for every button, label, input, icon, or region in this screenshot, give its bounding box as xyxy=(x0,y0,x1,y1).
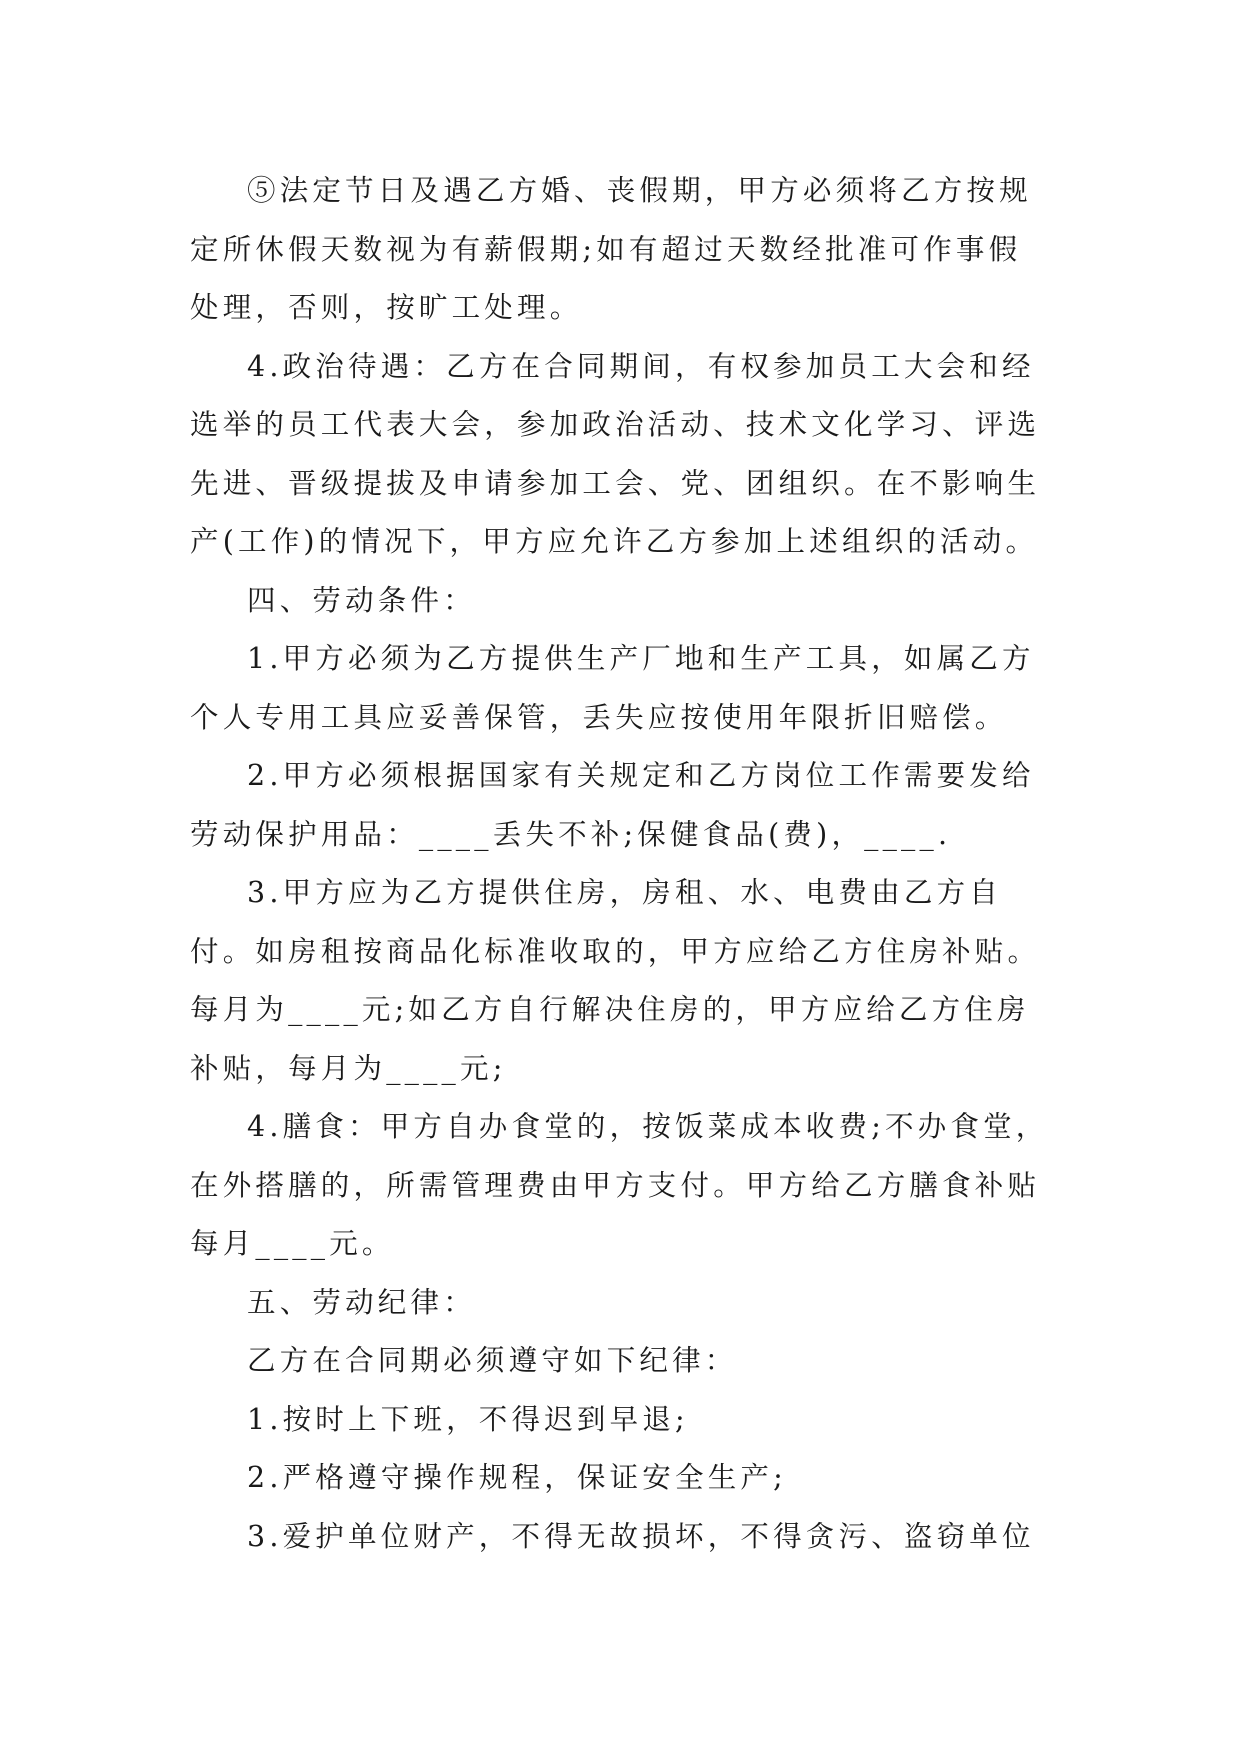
list-item-punctuality: 1.按时上下班，不得迟到早退; xyxy=(247,1402,689,1436)
paragraph-holiday-leave: ⑤法定节日及遇乙方婚、丧假期，甲方必须将乙方按规定所休假天数视为有薪假期;如有超过天数经批准可作事假处理，否则，按旷工处理。 xyxy=(190,174,1032,324)
paragraph-housing: 3.甲方应为乙方提供住房，房租、水、电费由乙方自付。如房租按商品化标准收取的，甲方应给乙方住房补贴。每月为____元;如乙方自行解决住房的，甲方应给乙方住房补贴，每月为____元; xyxy=(190,876,1041,1085)
section-heading-labor-conditions: 四、劳动条件： xyxy=(247,583,476,617)
paragraph-discipline-intro: 乙方在合同期必须遵守如下纪律： xyxy=(247,1344,738,1377)
paragraph-political-treatment: 4.政治待遇：乙方在合同期间，有权参加员工大会和经选举的员工代表大会，参加政治活动、技术文化学习、评选先进、晋级提拔及申请参加工会、党、团组织。在不影响生产(工作)的情况下，甲方应允许乙方参加上述组织的活动。 xyxy=(190,349,1041,558)
section-heading-labor-discipline: 五、劳动纪律： xyxy=(247,1285,476,1319)
paragraph-workplace-tools: 1.甲方必须为乙方提供生产厂地和生产工具，如属乙方个人专用工具应妥善保管，丢失应按使用年限折旧赔偿。 xyxy=(190,642,1035,734)
list-item-property: 3.爱护单位财产，不得无故损坏，不得贪污、盗窃单位 xyxy=(247,1519,1035,1553)
paragraph-protective-equipment: 2.甲方必须根据国家有关规定和乙方岗位工作需要发给劳动保护用品：____丢失不补;保健食品(费)，____. xyxy=(190,759,1035,851)
list-item-safety: 2.严格遵守操作规程，保证安全生产; xyxy=(247,1461,787,1494)
paragraph-meals: 4.膳食：甲方自办食堂的，按饭菜成本收费;不办食堂，在外搭膳的，所需管理费由甲方支付。甲方给乙方膳食补贴每月____元。 xyxy=(190,1110,1049,1260)
document-page xyxy=(190,162,1052,1566)
